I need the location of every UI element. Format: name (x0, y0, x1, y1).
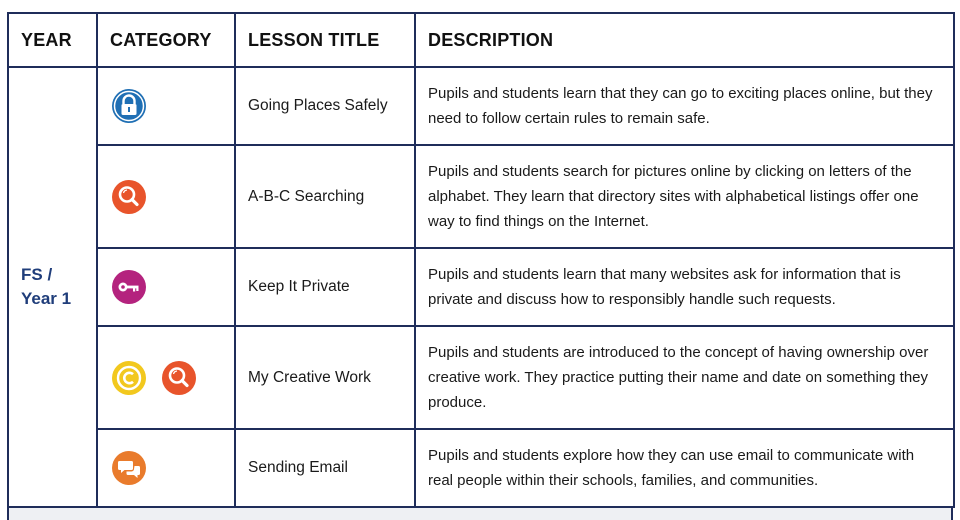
lesson-description: Pupils and students explore how they can use email to communicate with real people within their schools, families, and communities. (415, 429, 954, 507)
table-row (8, 67, 954, 145)
table-row (8, 326, 954, 429)
category-cell (97, 248, 235, 326)
lesson-title: My Creative Work (235, 326, 415, 429)
category-cell (97, 145, 235, 248)
table-row (8, 248, 954, 326)
lock-icon (111, 88, 147, 124)
table-row (8, 145, 954, 248)
magnifier-icon (111, 179, 147, 215)
lesson-title: Going Places Safely (235, 67, 415, 145)
year-group-line2: Year 1 (21, 289, 72, 308)
category-cell (97, 326, 235, 429)
table-footer-strip (7, 508, 953, 520)
year-group-cell (8, 67, 97, 507)
header-category: CATEGORY (97, 13, 235, 67)
chat-bubbles-icon (111, 450, 147, 486)
lesson-table (7, 12, 955, 508)
lesson-description: Pupils and students are introduced to the concept of having ownership over creative work. They practice putting their name and date on something they produce. (415, 326, 954, 429)
copyright-icon (111, 360, 147, 396)
lesson-description: Pupils and students learn that they can go to exciting places online, but they need to follow certain rules to remain safe. (415, 67, 954, 145)
lesson-title: A-B-C Searching (235, 145, 415, 248)
header-row (8, 13, 954, 67)
header-year: YEAR (8, 13, 97, 67)
header-lesson-title: LESSON TITLE (235, 13, 415, 67)
lesson-description: Pupils and students learn that many websites ask for information that is private and discuss how to responsibly handle such requests. (415, 248, 954, 326)
key-icon (111, 269, 147, 305)
table-row (8, 429, 954, 507)
category-cell (97, 67, 235, 145)
category-cell (97, 429, 235, 507)
magnifier-icon (161, 360, 197, 396)
lesson-description: Pupils and students search for pictures online by clicking on letters of the alphabet. They learn that directory sites with alphabetical listings offer one way to find things on the Internet. (415, 145, 954, 248)
year-group-line1: FS / (21, 265, 53, 284)
lesson-title: Keep It Private (235, 248, 415, 326)
header-description: DESCRIPTION (415, 13, 954, 67)
lesson-title: Sending Email (235, 429, 415, 507)
